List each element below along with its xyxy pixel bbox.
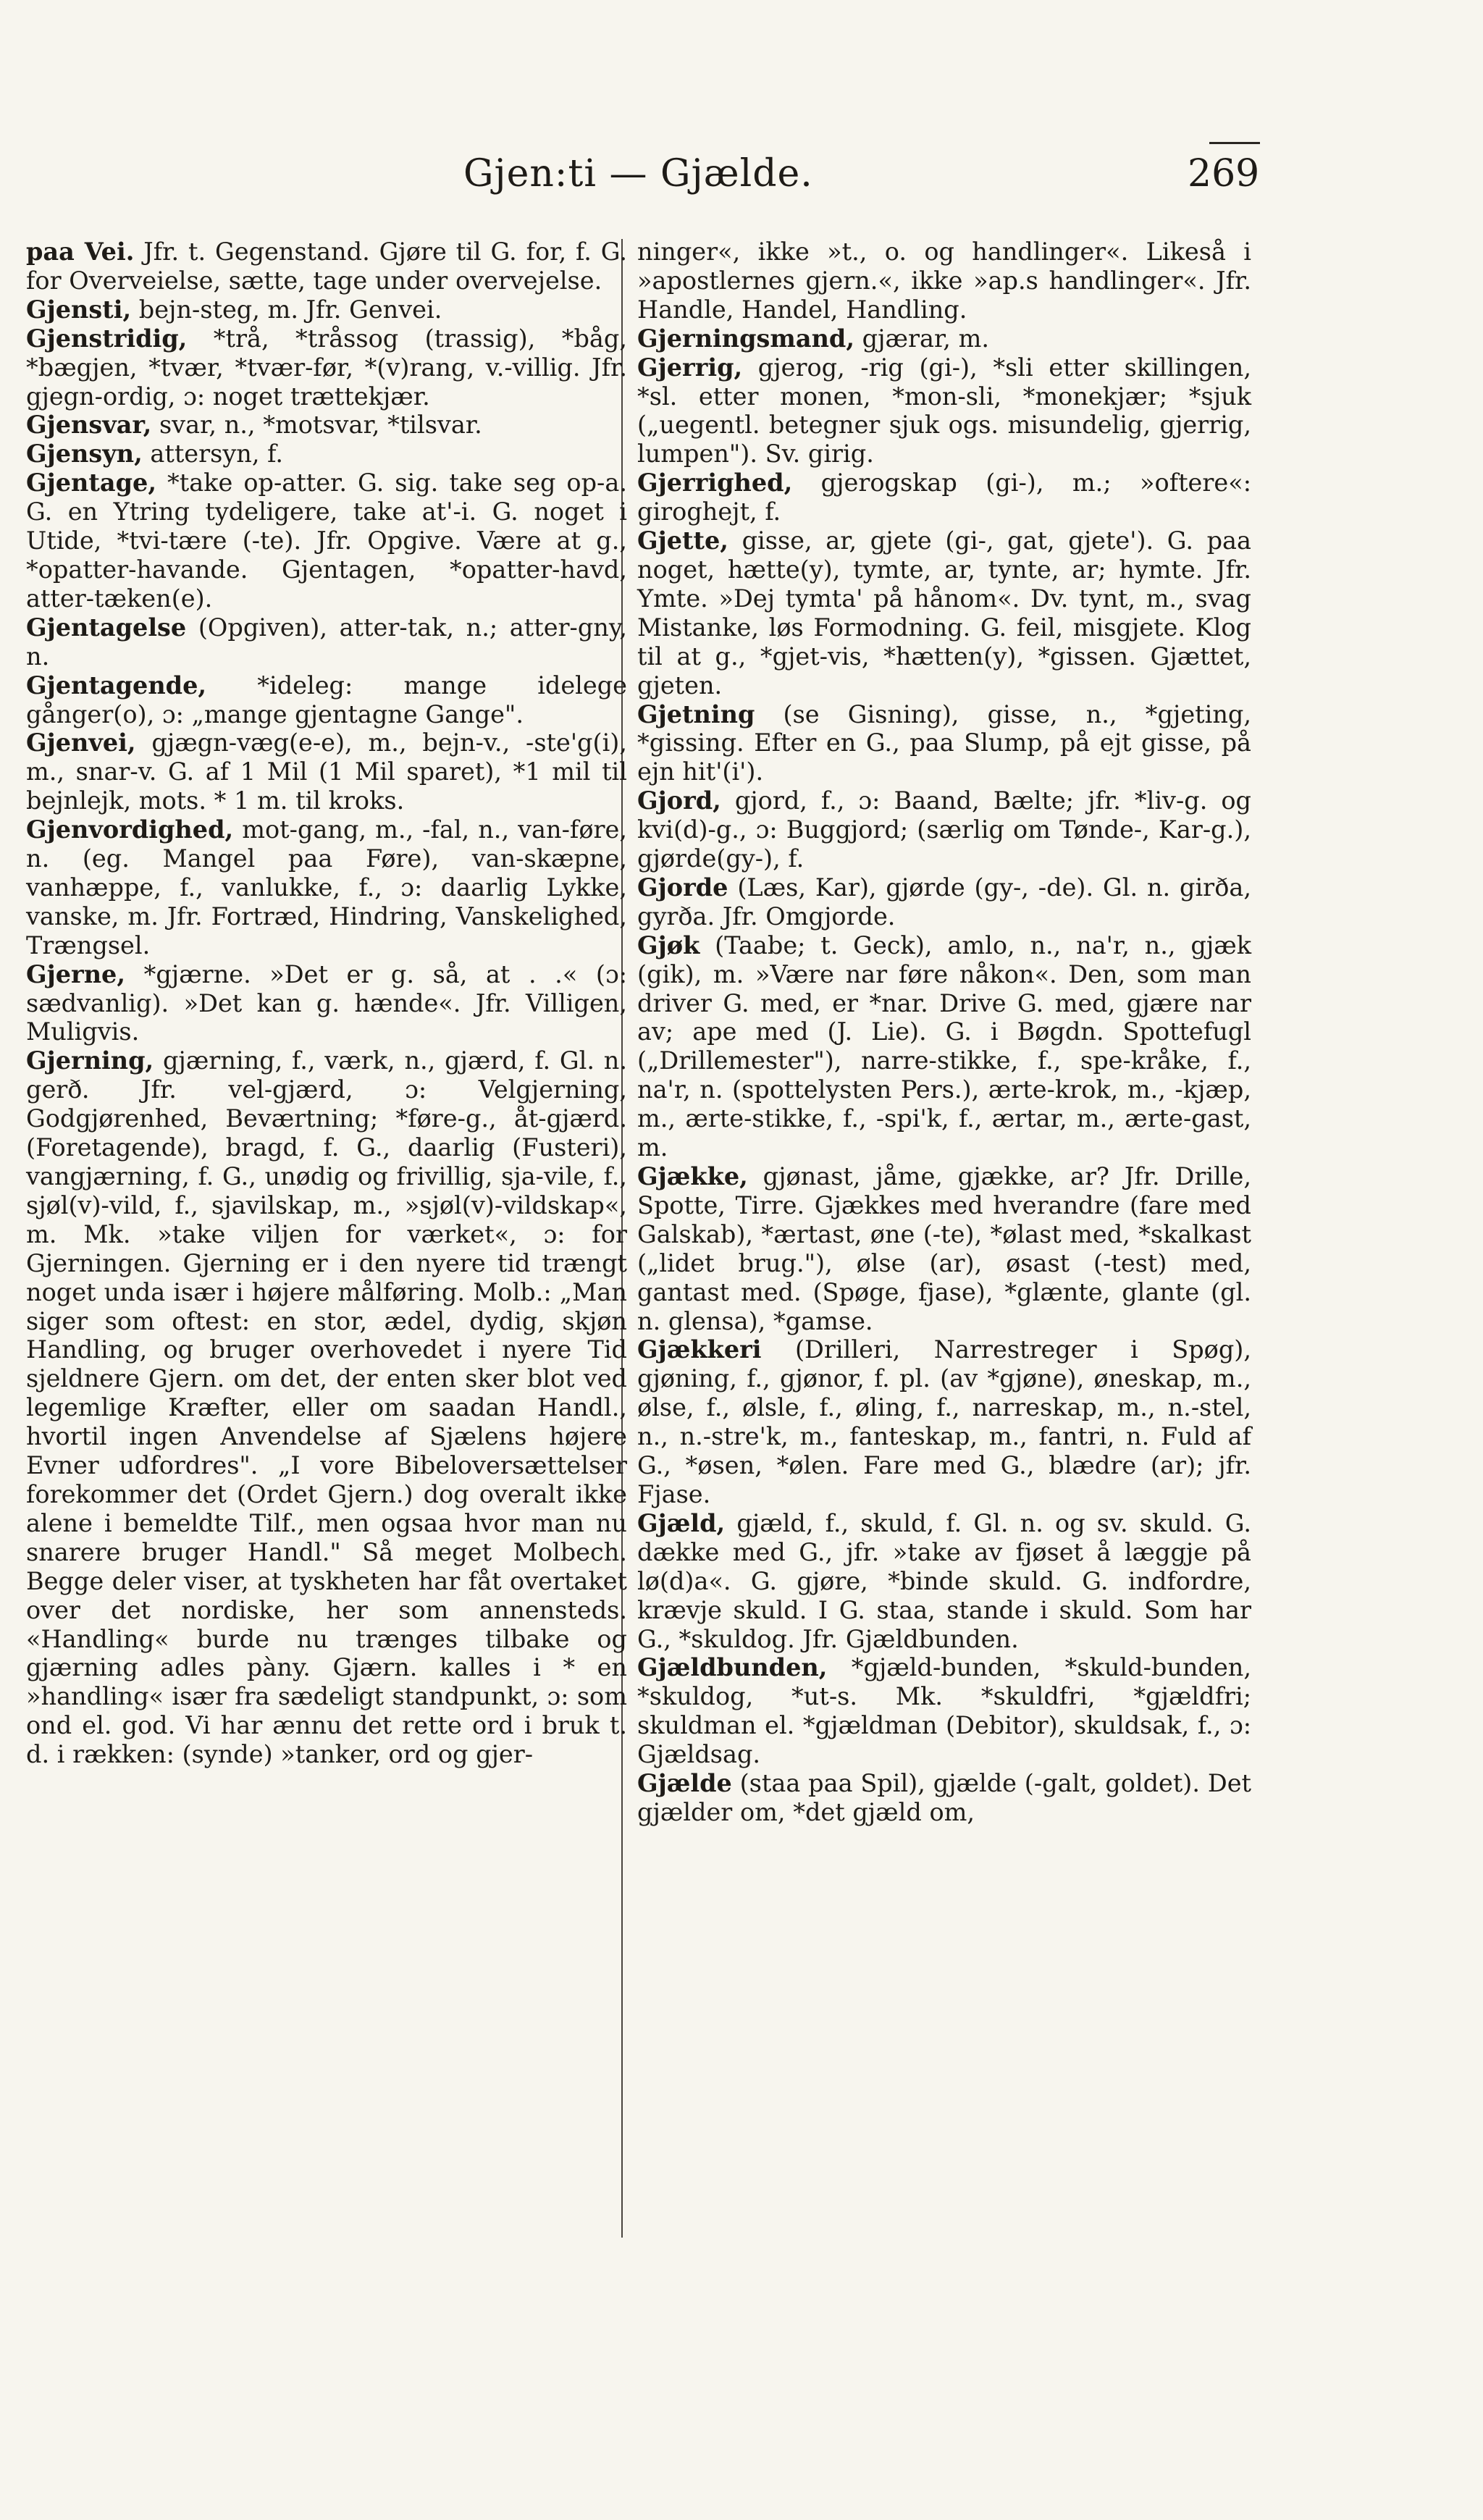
entry-headword: Gjerrig,: [637, 353, 743, 382]
entry-text: attersyn, f.: [150, 440, 283, 469]
entry-headword: Gjentagende,: [26, 671, 207, 700]
entry-text: *ideleg: mange idelege gånger(o), ɔ: „mange gjentagne Gange".: [26, 671, 627, 728]
entry-text: ninger«, ikke »t., o. og handlinger«. Likeså i »apostlernes gjern.«, ikke »ap.s handlinger«. Jfr. Handle, Handel, Handling.: [637, 238, 1251, 324]
entry-headword: Gjenvordighed,: [26, 815, 234, 844]
dictionary-entry: [637, 1509, 1251, 1654]
entry-headword: Gjækkeri: [637, 1335, 762, 1364]
entry-headword: Gjerrighed,: [637, 469, 793, 497]
entry-text: gjord, f., ɔ: Baand, Bælte; jfr. *liv-g. og kvi(d)-g., ɔ: Buggjord; (særlig om Tønde-, Kar-g.), gjørde(gy-), f.: [637, 786, 1251, 873]
entry-text: gjønast, jåme, gjække, ar? Jfr. Drille, Spotte, Tirre. Gjækkes med hverandre (fare med Galskab), *ærtast, øne (-te), *ølast med, *skalkast („lidet brug."), ølse (ar), øsast (-test) med, gantast med. (Spøge, fjase), *glænte, glante (gl. n. glensa), *gamse.: [637, 1162, 1251, 1335]
entry-headword: Gjerning,: [26, 1046, 154, 1075]
entry-headword: Gjenvei,: [26, 728, 136, 757]
entry-text: bejn-steg, m. Jfr. Genvei.: [138, 295, 442, 324]
dictionary-entry: [26, 324, 627, 411]
entry-headword: paa Vei.: [26, 238, 135, 266]
entry-headword: Gjerningsmand,: [637, 324, 855, 353]
dictionary-entry: [637, 931, 1251, 1162]
entry-text: *trå, *tråssog (trassig), *båg, *bægjen, *tvær, *tvær-før, *(v)rang, v.-villig. Jfr. gjegn-ordig, ɔ: noget trættekjær.: [26, 324, 627, 411]
dictionary-entry: [637, 1653, 1251, 1769]
dictionary-entry: [26, 1046, 627, 1769]
entry-headword: Gjensvar,: [26, 411, 152, 440]
dictionary-entry: [637, 1769, 1251, 1827]
page-number-rule: [1209, 142, 1260, 144]
entry-text: *gjæld-bunden, *skuld-bunden, *skuldog, *ut-s. Mk. *skuldfri, *gjældfri; skuldman el. *gjældman (Debitor), skuldsak, f., ɔ: Gjældsag.: [637, 1653, 1251, 1769]
entry-headword: Gjetning: [637, 700, 755, 728]
dictionary-entry: [637, 526, 1251, 700]
running-head: Gjen:ti — Gjælde.: [463, 152, 813, 196]
dictionary-entry: [26, 671, 627, 729]
dictionary-entry: [637, 786, 1251, 873]
dictionary-entry: [637, 238, 1251, 324]
dictionary-entry: [637, 353, 1251, 469]
entry-text: gisse, ar, gjete (gi-, gat, gjete'). G. paa noget, hætte(y), tymte, ar, tynte, ar; hymte. Jfr. Ymte. »Dej tymta' på hånom«. Dv. tynt, m., svag Mistanke, løs Formodning. G. feil, misgjete. Klog til at g., *gjet-vis, *hætten(y), *gissen. Gjættet, gjeten.: [637, 526, 1252, 700]
entry-text: gjærning, f., værk, n., gjærd, f. Gl. n. gerð. Jfr. vel-gjærd, ɔ: Velgjerning, Godgjørenhed, Beværtning; *føre-g., åt-gjærd. (Foretagende), bragd, f. G., daarlig (Fusteri), vangjærning, f. G., unødig og frivillig, sja-vile, f., sjøl(v)-vild, f., sjavilskap, m., »sjøl(v)-vildskap«, m. Mk. »take viljen for værket«, ɔ: for Gjerningen. Gjerning er i den nyere tid trængt noget unda især i højere målføring. Molb.: „Man siger som oftest: en stor, ædel, dydig, skjøn Handling, og bruger overhovedet i nyere Tid sjeldnere Gjern. om det, der enten sker blot ved legemlige Kræfter, eller om saadan Handl., hvortil ingen Anvendelse af Sjælens højere Evner udfordres". „I vore Bibeloversættelser forekommer det (Ordet Gjern.) dog overalt ikke alene i bemeldte Tilf., men ogsaa hvor man nu snarere bruger Handl." Så meget Molbech. Begge deler viser, at tyskheten har fåt overtaket over det nordiske, her som annensteds. «Handling« burde nu trænges tilbake og gjærning adles pàny. Gjærn. kalles i * en »handling« især fra sædeligt standpunkt, ɔ: som ond el. god. Vi har ænnu det rette ord i bruk t. d. i rækken: (synde) »tanker, ord og gjer-: [26, 1046, 627, 1769]
entry-text: *gjærne. »Det er g. så, at . .« (ɔ: sædvanlig). »Det kan g. hænde«. Jfr. Villigen, Muligvis.: [26, 959, 627, 1046]
dictionary-entry: [26, 469, 627, 613]
dictionary-entry: [26, 238, 627, 295]
entry-text: Jfr. t. Gegenstand. Gjøre til G. for, f. G. for Overveielse, sætte, tage under overvejelse.: [26, 238, 627, 295]
entry-text: (Opgiven), atter-tak, n.; atter-gny, n.: [26, 613, 628, 671]
entry-headword: Gjæld,: [637, 1508, 726, 1537]
entry-headword: Gjerne,: [26, 959, 126, 988]
right-column: [637, 238, 1251, 1827]
entry-text: gjærar, m.: [862, 324, 990, 353]
dictionary-entry: [637, 1162, 1251, 1335]
entry-text: gjæld, f., skuld, f. Gl. n. og sv. skuld. G. dække med G., jfr. »take av fjøset å læggje på lø(d)a«. G. gjøre, *binde skuld. G. indfordre, krævje skuld. I G. staa, stande i skuld. Som har G., *skuldog. Jfr. Gjældbunden.: [637, 1508, 1251, 1653]
dictionary-entry: [637, 469, 1251, 526]
dictionary-entry: [637, 1335, 1251, 1508]
entry-text: gjægn-væg(e-e), m., bejn-v., -ste'g(i), m., snar-v. G. af 1 Mil (1 Mil sparet), *1 mil til bejnlejk, mots. * 1 m. til kroks.: [26, 728, 627, 815]
entry-headword: Gjensyn,: [26, 440, 143, 469]
dictionary-entry: [26, 411, 627, 440]
entry-headword: Gjenstridig,: [26, 324, 188, 353]
entry-headword: Gjælde: [637, 1769, 732, 1798]
entry-headword: Gjældbunden,: [637, 1653, 828, 1682]
entry-headword: Gjorde: [637, 873, 728, 902]
dictionary-entry: [26, 815, 627, 960]
dictionary-entry: [26, 613, 627, 671]
entry-headword: Gjentagelse: [26, 613, 187, 642]
dictionary-entry: [26, 295, 627, 324]
entry-text: svar, n., *motsvar, *tilsvar.: [159, 411, 482, 440]
entry-text: gjerogskap (gi-), m.; »oftere«: giroghejt, f.: [637, 469, 1251, 526]
dictionary-entry: [637, 873, 1251, 931]
entry-text: (Taabe; t. Geck), amlo, n., na'r, n., gjæk (gik), m. »Være nar føre nåkon«. Den, som man driver G. med, er *nar. Drive G. med, gjære nar av; ape med (J. Lie). G. i Bøgdn. Spottefugl („Drillemester"), narre-stikke, f., spe-kråke, f., na'r, n. (spottelysten Pers.), ærte-krok, m., -kjæp, m., ærte-stikke, f., -spi'k, f., ærtar, m., ærte-gast, m.: [637, 931, 1251, 1162]
entry-text: (se Gisning), gisse, n., *gjeting, *gissing. Efter en G., paa Slump, på ejt gisse, på ejn hit'(i').: [637, 700, 1251, 786]
dictionary-entry: [26, 440, 627, 469]
entry-text: mot-gang, m., -fal, n., van-føre, n. (eg. Mangel paa Føre), van-skæpne, vanhæppe, f., vanlukke, f., ɔ: daarlig Lykke, vanske, m. Jfr. Fortræd, Hindring, Vanskelighed, Trængsel.: [26, 815, 627, 959]
page-header: [0, 152, 1483, 203]
entry-text: (Drilleri, Narrestreger i Spøg), gjøning, f., gjønor, f. pl. (av *gjøne), øneskap, m., ølse, f., ølsle, f., øling, f., narreskap, m., n.-stel, n., n.-stre'k, m., fanteskap, m., fantri, n. Fuld af G., *øsen, *ølen. Fare med G., blædre (ar); jfr. Fjase.: [637, 1335, 1251, 1508]
entry-headword: Gjette,: [637, 526, 728, 555]
dictionary-entry: [26, 728, 627, 815]
page-number: 269: [1188, 152, 1260, 196]
entry-text: (staa paa Spil), gjælde (-galt, goldet). Det gjælder om, *det gjæld om,: [637, 1769, 1251, 1826]
entry-text: (Læs, Kar), gjørde (gy-, -de). Gl. n. girða, gyrða. Jfr. Omgjorde.: [637, 873, 1251, 931]
dictionary-entry: [637, 324, 1251, 353]
entry-headword: Gjække,: [637, 1162, 748, 1190]
entry-headword: Gjord,: [637, 786, 721, 815]
entry-text: gjerog, -rig (gi-), *sli etter skillingen, *sl. etter monen, *mon-sli, *monekjær; *sjuk („uegentl. betegner sjuk ogs. misundelig, gjerrig, lumpen"). Sv. girig.: [637, 353, 1252, 469]
entry-headword: Gjentage,: [26, 469, 156, 497]
dictionary-entry: [637, 700, 1251, 787]
entry-headword: Gjøk: [637, 931, 700, 959]
entry-headword: Gjensti,: [26, 295, 132, 324]
dictionary-entry: [26, 960, 627, 1047]
left-column: [26, 238, 627, 1769]
entry-text: *take op-atter. G. sig. take seg op-a. G. en Ytring tydeligere, take at'-i. G. noget i Utide, *tvi-tære (-te). Jfr. Opgive. Være at g., *opatter-havande. Gjentagen, *opatter-havd, atter-tæken(e).: [26, 469, 627, 613]
